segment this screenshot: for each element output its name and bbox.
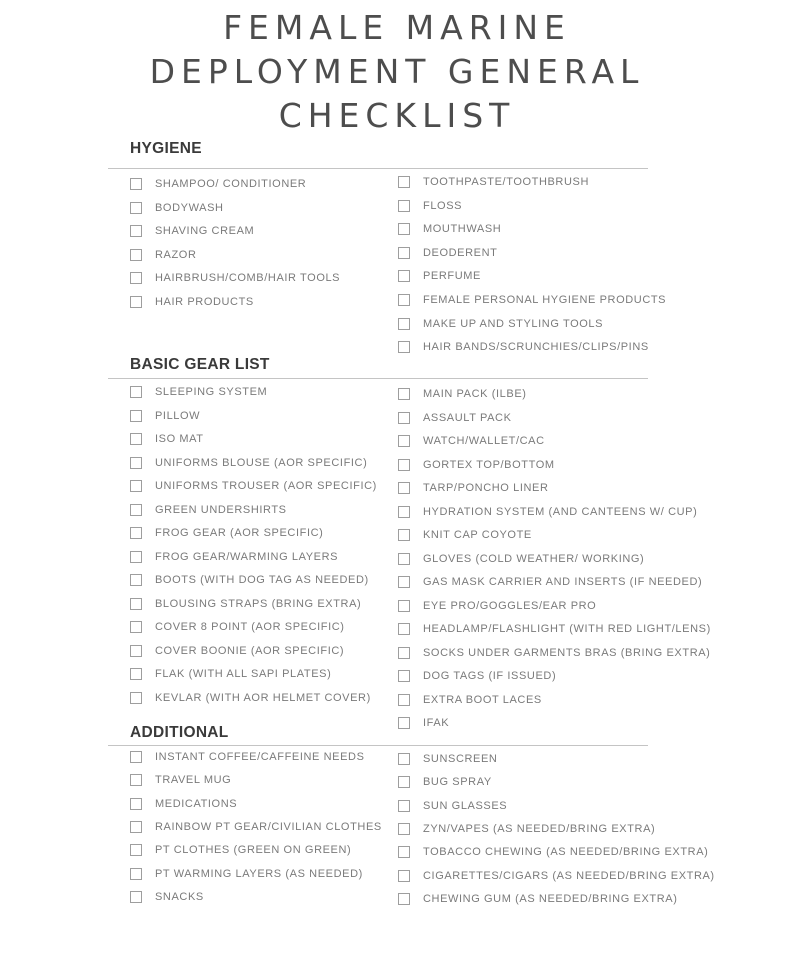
checkbox[interactable] [398, 776, 410, 788]
checklist-item-label: MEDICATIONS [155, 797, 238, 810]
checklist-item[interactable] [398, 506, 697, 518]
checkbox[interactable] [130, 574, 142, 586]
checklist-item[interactable] [130, 891, 204, 903]
checklist-item-label: SHAVING CREAM [155, 225, 255, 238]
checklist-item[interactable] [398, 482, 549, 494]
checklist-item-label: MOUTHWASH [423, 223, 502, 236]
checkbox[interactable] [398, 247, 410, 259]
checkbox[interactable] [398, 694, 410, 706]
checklist-item[interactable] [398, 341, 649, 353]
checklist-item-label: PILLOW [155, 409, 201, 422]
checklist-item[interactable] [130, 272, 340, 284]
checkbox[interactable] [130, 821, 142, 833]
checklist-item[interactable] [398, 823, 655, 835]
checklist-item[interactable] [130, 798, 237, 810]
checklist-item-label: PT CLOTHES (GREEN ON GREEN) [155, 844, 352, 857]
checkbox[interactable] [130, 504, 142, 516]
checklist-item[interactable] [130, 457, 367, 469]
checkbox[interactable] [398, 482, 410, 494]
checklist-item-label: PT WARMING LAYERS (AS NEEDED) [155, 867, 363, 880]
checkbox[interactable] [398, 576, 410, 588]
checklist-item[interactable] [130, 225, 254, 237]
checkbox[interactable] [398, 176, 410, 188]
checklist-item-label: EXTRA BOOT LACES [423, 693, 542, 706]
checklist-item-label: GAS MASK CARRIER AND INSERTS (IF NEEDED) [423, 576, 703, 588]
checklist-item-label: MAIN PACK (ILBE) [423, 388, 527, 400]
checklist-item-label: GORTEX TOP/BOTTOM [423, 458, 555, 471]
checklist-item-label: SHAMPOO/ CONDITIONER [155, 178, 307, 190]
checkbox[interactable] [130, 645, 142, 657]
checklist-item[interactable] [130, 821, 382, 833]
checklist-item[interactable] [398, 717, 449, 729]
checklist-item[interactable] [398, 412, 512, 424]
checkbox[interactable] [398, 870, 410, 882]
checkbox[interactable] [398, 753, 410, 765]
checkbox[interactable] [130, 225, 142, 237]
checklist-item-label: BOOTS (WITH DOG TAG AS NEEDED) [155, 574, 369, 586]
checklist-item-label: FLOSS [423, 199, 463, 212]
checkbox[interactable] [130, 272, 142, 284]
checklist-item-label: COVER BOONIE (AOR SPECIFIC) [155, 644, 345, 657]
checklist-item-label: HAIRBRUSH/COMB/HAIR TOOLS [155, 272, 341, 285]
checklist-item-label: ZYN/VAPES (AS NEEDED/BRING EXTRA) [423, 822, 656, 835]
checkbox[interactable] [130, 386, 142, 398]
checklist-item-label: DEODERENT [423, 246, 498, 259]
checklist-item[interactable] [130, 621, 345, 633]
checklist-item[interactable] [130, 202, 224, 214]
checklist-item-label: BODYWASH [155, 201, 224, 214]
checklist-item[interactable] [398, 247, 497, 259]
checklist-item-label: BLOUSING STRAPS (BRING EXTRA) [155, 597, 362, 610]
checklist-item[interactable] [398, 623, 711, 635]
checkbox[interactable] [398, 553, 410, 565]
checkbox[interactable] [130, 178, 142, 190]
checklist-item[interactable] [398, 600, 596, 612]
checklist-item-label: CHEWING GUM (AS NEEDED/BRING EXTRA) [423, 892, 678, 905]
checklist-item-label: SUNSCREEN [423, 753, 498, 765]
section-divider-gear [108, 378, 648, 379]
checkbox[interactable] [398, 294, 410, 306]
checklist-item[interactable] [398, 223, 501, 235]
checkbox[interactable] [398, 893, 410, 905]
checklist-item[interactable] [130, 527, 323, 539]
checklist-item-label: DOG TAGS (IF ISSUED) [423, 670, 557, 682]
checklist-item[interactable] [130, 386, 267, 398]
checklist-item-label: GREEN UNDERSHIRTS [155, 503, 287, 516]
checkbox[interactable] [130, 296, 142, 308]
checklist-item-label: UNIFORMS TROUSER (AOR SPECIFIC) [155, 480, 377, 492]
section-heading-hygiene: HYGIENE [130, 140, 202, 157]
checkbox[interactable] [398, 600, 410, 612]
checklist-item-label: FEMALE PERSONAL HYGIENE PRODUCTS [423, 294, 667, 306]
checkbox[interactable] [130, 598, 142, 610]
checklist-item[interactable] [398, 647, 710, 659]
checklist-item[interactable] [130, 433, 204, 445]
checklist-item[interactable] [130, 598, 361, 610]
checkbox[interactable] [130, 410, 142, 422]
checklist-item-label: FLAK (WITH ALL SAPI PLATES) [155, 668, 332, 680]
checkbox[interactable] [398, 670, 410, 682]
checklist-item[interactable] [398, 576, 702, 588]
checklist-item[interactable] [130, 249, 197, 261]
checkbox[interactable] [398, 341, 410, 353]
checklist-item-label: MAKE UP AND STYLING TOOLS [423, 317, 604, 330]
section-divider-hygiene [108, 168, 648, 169]
checklist-item-label: TOBACCO CHEWING (AS NEEDED/BRING EXTRA) [423, 846, 709, 859]
checkbox[interactable] [130, 249, 142, 261]
checkbox[interactable] [130, 668, 142, 680]
checklist-item[interactable] [398, 846, 708, 858]
checklist-item[interactable] [398, 318, 603, 330]
checkbox[interactable] [398, 823, 410, 835]
checkbox[interactable] [130, 751, 142, 763]
checklist-item-label: SUN GLASSES [423, 799, 508, 812]
checklist-item[interactable] [130, 668, 331, 680]
checklist-item[interactable] [398, 200, 462, 212]
checkbox[interactable] [130, 621, 142, 633]
checklist-item-label: UNIFORMS BLOUSE (AOR SPECIFIC) [155, 456, 368, 469]
checklist-item[interactable] [398, 459, 555, 471]
checklist-item[interactable] [130, 692, 371, 704]
checkbox[interactable] [398, 506, 410, 518]
checklist-item-label: WATCH/WALLET/CAC [423, 435, 545, 447]
checklist-item-label: COVER 8 POINT (AOR SPECIFIC) [155, 621, 345, 633]
checklist-item[interactable] [398, 776, 492, 788]
checklist-item-label: EYE PRO/GOGGLES/EAR PRO [423, 599, 597, 612]
checkbox[interactable] [398, 318, 410, 330]
checkbox[interactable] [398, 846, 410, 858]
checkbox[interactable] [398, 388, 410, 400]
checklist-item[interactable] [130, 751, 365, 763]
checklist-title [0, 6, 794, 138]
checklist-item[interactable] [130, 480, 377, 492]
checklist-item-label: HAIR PRODUCTS [155, 296, 254, 308]
checklist-item[interactable] [398, 388, 527, 400]
checklist-item-label: TOOTHPASTE/TOOTHBRUSH [423, 176, 590, 188]
checklist-item-label: TARP/PONCHO LINER [423, 482, 549, 494]
checklist-item[interactable] [398, 270, 481, 282]
checklist-item-label: SNACKS [155, 890, 204, 903]
checklist-item-label: ISO MAT [155, 433, 204, 445]
checklist-item-label: GLOVES (COLD WEATHER/ WORKING) [423, 552, 645, 565]
title-line-3: CHECKLIST [278, 96, 516, 135]
checklist-item-label: INSTANT COFFEE/CAFFEINE NEEDS [155, 751, 365, 763]
checklist-item[interactable] [398, 553, 644, 565]
checklist-item[interactable] [398, 753, 497, 765]
checkbox[interactable] [130, 891, 142, 903]
checklist-item-label: RAZOR [155, 248, 197, 261]
checklist-item-label: BUG SPRAY [423, 776, 492, 789]
checklist-item-label: SLEEPING SYSTEM [155, 386, 268, 398]
checkbox[interactable] [398, 435, 410, 447]
checklist-item[interactable] [398, 435, 545, 447]
checkbox[interactable] [398, 200, 410, 212]
checklist-item[interactable] [130, 645, 344, 657]
checklist-item-label: SOCKS UNDER GARMENTS BRAS (BRING EXTRA) [423, 646, 711, 659]
checkbox[interactable] [130, 692, 142, 704]
checklist-item[interactable] [130, 868, 363, 880]
title-line-1: FEMALE MARINE [223, 8, 571, 47]
checkbox[interactable] [130, 433, 142, 445]
checkbox[interactable] [398, 459, 410, 471]
checklist-item[interactable] [398, 670, 556, 682]
checklist-item[interactable] [398, 294, 666, 306]
checklist-item-label: IFAK [423, 717, 450, 729]
checklist-item-label: FROG GEAR/WARMING LAYERS [155, 550, 339, 563]
checklist-item-label: KNIT CAP COYOTE [423, 529, 532, 541]
checklist-item-label: HYDRATION SYSTEM (AND CANTEENS W/ CUP) [423, 505, 698, 518]
checkbox[interactable] [130, 844, 142, 856]
section-heading-additional: ADDITIONAL [130, 724, 229, 741]
checkbox[interactable] [130, 868, 142, 880]
checklist-item-label: TRAVEL MUG [155, 774, 232, 787]
checkbox[interactable] [130, 551, 142, 563]
checkbox[interactable] [130, 798, 142, 810]
checkbox[interactable] [130, 480, 142, 492]
checkbox[interactable] [398, 223, 410, 235]
checklist-item[interactable] [130, 504, 287, 516]
checklist-item[interactable] [398, 893, 677, 905]
checkbox[interactable] [130, 202, 142, 214]
checklist-item-label: KEVLAR (WITH AOR HELMET COVER) [155, 691, 371, 704]
section-divider-additional [108, 745, 648, 746]
checklist-item[interactable] [130, 844, 351, 856]
checkbox[interactable] [398, 647, 410, 659]
checklist-item-label: FROG GEAR (AOR SPECIFIC) [155, 527, 324, 539]
checklist-item-label: ASSAULT PACK [423, 411, 512, 424]
checklist-item[interactable] [130, 178, 306, 190]
checklist-item[interactable] [130, 551, 338, 563]
checkbox[interactable] [130, 774, 142, 786]
checkbox[interactable] [130, 457, 142, 469]
checklist-item[interactable] [398, 870, 715, 882]
section-heading-gear: BASIC GEAR LIST [130, 356, 270, 373]
checklist-item[interactable] [398, 694, 542, 706]
checkbox[interactable] [398, 800, 410, 812]
checklist-item[interactable] [130, 296, 254, 308]
checklist-item[interactable] [398, 176, 589, 188]
checklist-item-label: HAIR BANDS/SCRUNCHIES/CLIPS/PINS [423, 341, 649, 354]
checklist-item-label: CIGARETTES/CIGARS (AS NEEDED/BRING EXTRA) [423, 869, 715, 882]
checkbox[interactable] [130, 527, 142, 539]
checklist-item[interactable] [398, 529, 532, 541]
checkbox[interactable] [398, 412, 410, 424]
checkbox[interactable] [398, 623, 410, 635]
title-line-2: DEPLOYMENT GENERAL [149, 52, 645, 91]
checklist-item-label: HEADLAMP/FLASHLIGHT (WITH RED LIGHT/LENS) [423, 623, 711, 635]
checklist-item[interactable] [130, 410, 200, 422]
checklist-item-label: RAINBOW PT GEAR/CIVILIAN CLOTHES [155, 820, 382, 833]
checklist-item-label: PERFUME [423, 270, 481, 283]
checklist-item[interactable] [130, 574, 369, 586]
checkbox[interactable] [398, 717, 410, 729]
checklist-item[interactable] [398, 800, 507, 812]
checkbox[interactable] [398, 529, 410, 541]
checklist-item[interactable] [130, 774, 231, 786]
checkbox[interactable] [398, 270, 410, 282]
